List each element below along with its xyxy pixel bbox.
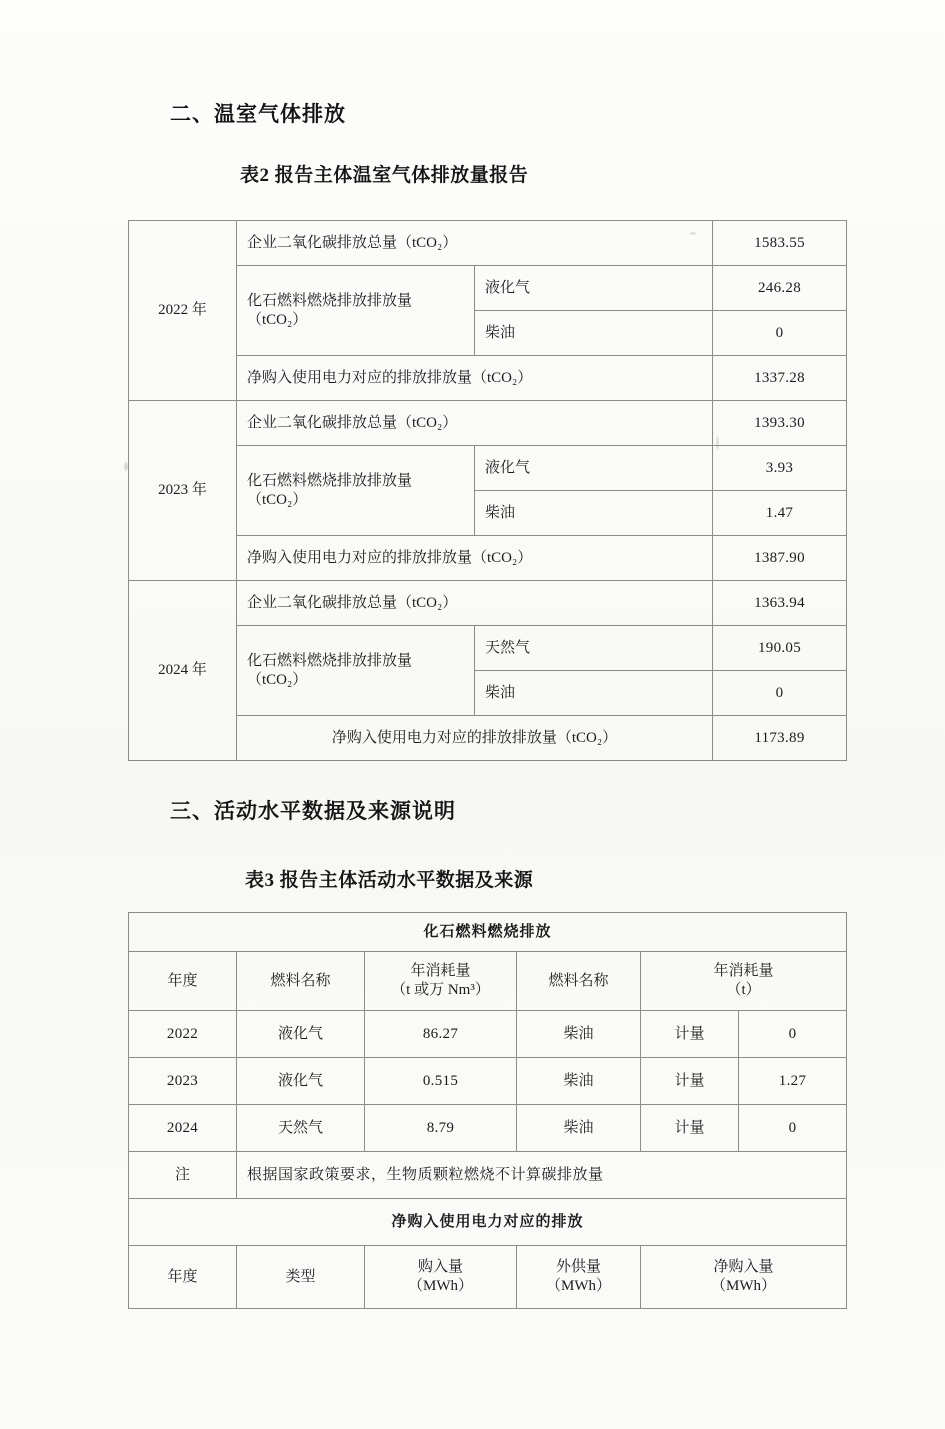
table-row — [129, 716, 847, 761]
band-fossil-combustion: 化石燃料燃烧排放 — [129, 913, 847, 952]
fuel-value-2022-1: 246.28 — [713, 266, 847, 311]
header-consumption-2-line1: 年消耗量 — [713, 963, 774, 980]
power-header-export — [517, 1246, 641, 1309]
power-header-year: 年度 — [129, 1246, 237, 1309]
table3-caption: 表3 报告主体活动水平数据及来源 — [245, 870, 534, 891]
power-value-2023: 1387.90 — [713, 536, 847, 581]
row-value2-2024: 0 — [739, 1105, 847, 1152]
row-fuel1-2023: 液化气 — [237, 1058, 365, 1105]
fossil-label-line2: （tCO₂） — [247, 491, 308, 508]
header-consumption-2-line2: （t） — [726, 982, 761, 998]
fossil-label-line1: 化石燃料燃烧排放排放量 — [247, 292, 413, 309]
table-header-row — [129, 1246, 847, 1309]
total-emission-label-2024: 企业二氧化碳排放总量（tCO₂） — [237, 581, 713, 626]
power-label-2024: 净购入使用电力对应的排放排放量（tCO₂） — [237, 716, 713, 761]
power-label-2023: 净购入使用电力对应的排放排放量（tCO₂） — [237, 536, 713, 581]
power-header-purchase-line1: 购入量 — [417, 1259, 463, 1276]
power-header-net-line1: 净购入量 — [713, 1259, 774, 1276]
fossil-label-line1: 化石燃料燃烧排放排放量 — [247, 652, 413, 669]
total-emission-label-2022: 企业二氧化碳排放总量（tCO₂） — [237, 221, 713, 266]
fuel-value-2023-2: 1.47 — [713, 491, 847, 536]
power-header-type: 类型 — [237, 1246, 365, 1309]
section-heading-ghg: 二、温室气体排放 — [170, 102, 346, 126]
fossil-label-2022 — [237, 266, 475, 356]
header-consumption-2 — [641, 952, 847, 1011]
header-fuel-name-1: 燃料名称 — [237, 952, 365, 1011]
table-row — [129, 1011, 847, 1058]
row-fuel2-2024: 柴油 — [517, 1105, 641, 1152]
table-row — [129, 626, 847, 671]
power-header-export-line2: （MWh） — [546, 1278, 611, 1294]
row-year-2023: 2023 — [129, 1058, 237, 1105]
total-emission-label-2023: 企业二氧化碳排放总量（tCO₂） — [237, 401, 713, 446]
header-consumption-1 — [365, 952, 517, 1011]
fossil-label-2024 — [237, 626, 475, 716]
power-label-2022: 净购入使用电力对应的排放排放量（tCO₂） — [237, 356, 713, 401]
row-value1-2022: 86.27 — [365, 1011, 517, 1058]
power-value-2022: 1337.28 — [713, 356, 847, 401]
table-header-row — [129, 952, 847, 1011]
row-meter-2024: 计量 — [641, 1105, 739, 1152]
total-emission-value-2023: 1393.30 — [713, 401, 847, 446]
fossil-label-line2: （tCO₂） — [247, 311, 308, 328]
row-meter-2022: 计量 — [641, 1011, 739, 1058]
note-text: 根据国家政策要求，生物质颗粒燃烧不计算碳排放量 — [237, 1152, 847, 1199]
header-consumption-1-line1: 年消耗量 — [410, 963, 471, 980]
table-row — [129, 356, 847, 401]
table-row — [129, 581, 847, 626]
header-consumption-1-line2: （t 或万 Nm³） — [391, 982, 490, 998]
year-cell-2023: 2023 年 — [129, 401, 237, 581]
row-fuel2-2023: 柴油 — [517, 1058, 641, 1105]
fuel-name-2024-1: 天然气 — [475, 626, 713, 671]
table-row — [129, 913, 847, 952]
header-fuel-name-2: 燃料名称 — [517, 952, 641, 1011]
section-heading-activity: 三、活动水平数据及来源说明 — [170, 799, 456, 823]
note-label: 注 — [129, 1152, 237, 1199]
power-value-2024: 1173.89 — [713, 716, 847, 761]
fuel-value-2022-2: 0 — [713, 311, 847, 356]
table2-caption: 表2 报告主体温室气体排放量报告 — [240, 165, 529, 186]
ghg-emission-table — [128, 220, 847, 761]
power-header-net-line2: （MWh） — [711, 1278, 777, 1294]
power-header-purchase-line2: （MWh） — [408, 1278, 473, 1294]
fuel-name-2022-1: 液化气 — [475, 266, 713, 311]
table-row — [129, 1058, 847, 1105]
row-fuel1-2022: 液化气 — [237, 1011, 365, 1058]
year-cell-2022: 2022 年 — [129, 221, 237, 401]
power-header-purchase — [365, 1246, 517, 1309]
row-value2-2023: 1.27 — [739, 1058, 847, 1105]
row-fuel1-2024: 天然气 — [237, 1105, 365, 1152]
activity-data-table — [128, 912, 847, 1309]
total-emission-value-2024: 1363.94 — [713, 581, 847, 626]
table-row — [129, 266, 847, 311]
fossil-label-line2: （tCO₂） — [247, 671, 308, 688]
row-value1-2024: 8.79 — [365, 1105, 517, 1152]
table-row — [129, 401, 847, 446]
row-value2-2022: 0 — [739, 1011, 847, 1058]
power-header-net — [641, 1246, 847, 1309]
fuel-value-2023-1: 3.93 — [713, 446, 847, 491]
fuel-value-2024-1: 190.05 — [713, 626, 847, 671]
table-row — [129, 1152, 847, 1199]
table-row — [129, 1199, 847, 1246]
total-emission-value-2022: 1583.55 — [713, 221, 847, 266]
header-year: 年度 — [129, 952, 237, 1011]
row-meter-2023: 计量 — [641, 1058, 739, 1105]
fuel-name-2024-2: 柴油 — [475, 671, 713, 716]
row-year-2024: 2024 — [129, 1105, 237, 1152]
table-row — [129, 446, 847, 491]
table-row — [129, 1105, 847, 1152]
fuel-name-2023-1: 液化气 — [475, 446, 713, 491]
year-cell-2024: 2024 年 — [129, 581, 237, 761]
row-year-2022: 2022 — [129, 1011, 237, 1058]
row-fuel2-2022: 柴油 — [517, 1011, 641, 1058]
fuel-value-2024-2: 0 — [713, 671, 847, 716]
table-row — [129, 221, 847, 266]
band-net-purchased-power: 净购入使用电力对应的排放 — [129, 1199, 847, 1246]
fossil-label-2023 — [237, 446, 475, 536]
row-value1-2023: 0.515 — [365, 1058, 517, 1105]
fossil-label-line1: 化石燃料燃烧排放排放量 — [247, 472, 413, 489]
fuel-name-2022-2: 柴油 — [475, 311, 713, 356]
fuel-name-2023-2: 柴油 — [475, 491, 713, 536]
power-header-export-line1: 外供量 — [555, 1259, 601, 1276]
table-row — [129, 536, 847, 581]
